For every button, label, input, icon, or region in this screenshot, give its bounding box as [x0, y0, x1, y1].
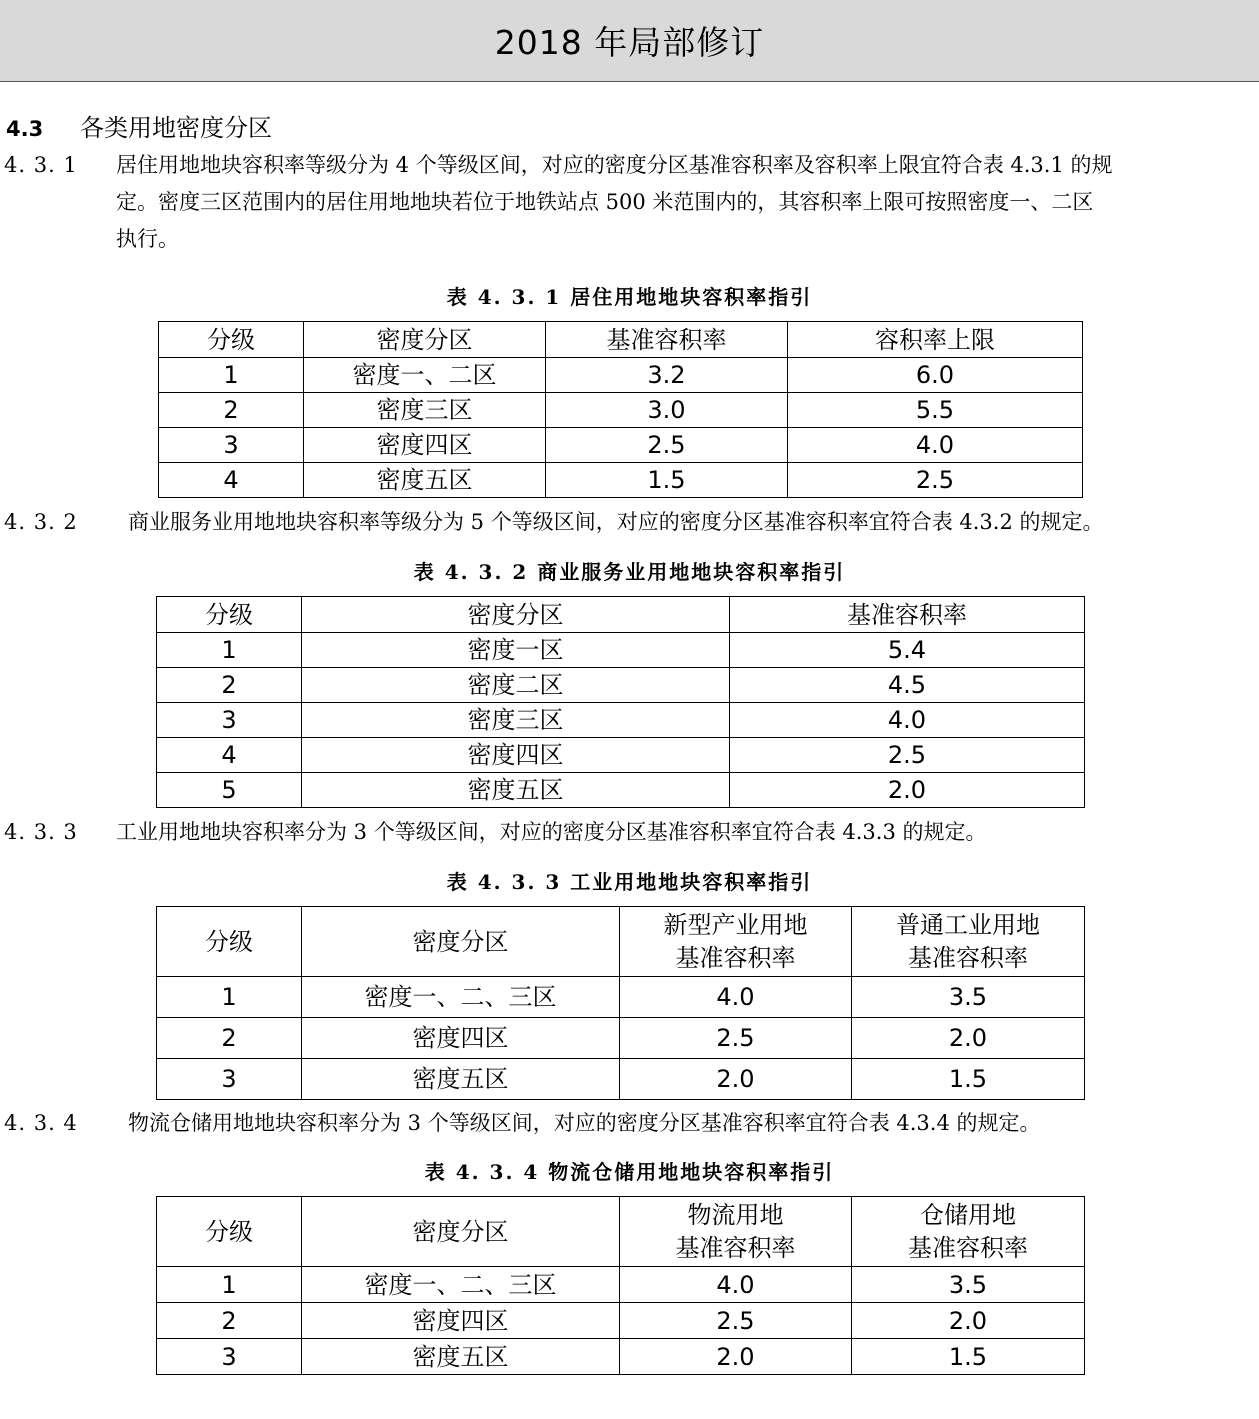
value-cell: 2.0: [852, 1303, 1085, 1339]
value-cell: 2.0: [620, 1059, 852, 1100]
clause-text: [116, 147, 1244, 258]
header-line: 物流用地: [687, 1200, 784, 1229]
header-cell: 分级: [159, 322, 304, 358]
value-cell: 2.5: [546, 428, 788, 463]
table-caption: 表 4. 3. 1 居住用地地块容积率指引: [446, 285, 813, 309]
table-4-3-3: [156, 906, 1085, 1100]
clause-text: [128, 504, 1254, 541]
zone-cell: 密度一、二、三区: [302, 977, 620, 1018]
header-line: 基准容积率: [908, 943, 1028, 972]
clause-4-3-3: [4, 814, 1254, 851]
table-row: [157, 1267, 1085, 1303]
header-line: 基准容积率: [675, 1233, 796, 1262]
zone-cell: 密度四区: [304, 428, 546, 463]
table-caption: 表 4. 3. 3 工业用地地块容积率指引: [446, 870, 813, 894]
clause-line: 物流仓储用地地块容积率分为 3 个等级区间，对应的密度分区基准容积率宜符合表 4.3.4 的规定。: [128, 1111, 1041, 1135]
table-header-row: [157, 1197, 1085, 1267]
table-header-row: [159, 322, 1083, 358]
header-line: 基准容积率: [675, 943, 796, 972]
value-cell: 4.5: [730, 668, 1085, 703]
grade-cell: 1: [157, 1267, 302, 1303]
table-row: [157, 1339, 1085, 1375]
grade-cell: 3: [159, 428, 304, 463]
zone-cell: 密度四区: [302, 1018, 620, 1059]
zone-cell: 密度五区: [302, 773, 730, 808]
value-cell: 4.0: [730, 703, 1085, 738]
table-header-row: [157, 597, 1085, 633]
header-line: 普通工业用地: [896, 910, 1040, 939]
table-row: [157, 977, 1085, 1018]
value-cell: 5.4: [730, 633, 1085, 668]
clause-line: 执行。: [116, 227, 179, 251]
zone-cell: 密度三区: [302, 703, 730, 738]
grade-cell: 5: [157, 773, 302, 808]
grade-cell: 2: [157, 1303, 302, 1339]
zone-cell: 密度二区: [302, 668, 730, 703]
header-cell: 容积率上限: [788, 322, 1083, 358]
clause-4-3-1: [4, 147, 1244, 258]
value-cell: 2.5: [730, 738, 1085, 773]
value-cell: 4.0: [788, 428, 1083, 463]
value-cell: 2.0: [730, 773, 1085, 808]
zone-cell: 密度五区: [302, 1059, 620, 1100]
clause-4-3-2: [4, 504, 1254, 541]
grade-cell: 4: [159, 463, 304, 498]
header-cell: 分级: [157, 597, 302, 633]
zone-cell: 密度一区: [302, 633, 730, 668]
table-row: [159, 428, 1083, 463]
header-cell: 基准容积率: [730, 597, 1085, 633]
clause-number: 4. 3. 1: [4, 153, 78, 177]
value-cell: 1.5: [852, 1339, 1085, 1375]
zone-cell: 密度四区: [302, 1303, 620, 1339]
header-cell: 密度分区: [302, 907, 620, 977]
revision-banner: [0, 0, 1259, 82]
clause-text: [116, 814, 1254, 851]
table-row: [157, 1059, 1085, 1100]
header-line: 新型产业用地: [663, 910, 808, 939]
value-cell: 3.5: [852, 977, 1085, 1018]
header-cell: [852, 1197, 1085, 1267]
header-line: 基准容积率: [908, 1233, 1028, 1262]
value-cell: 2.5: [620, 1018, 852, 1059]
value-cell: 5.5: [788, 393, 1083, 428]
zone-cell: 密度一、二、三区: [302, 1267, 620, 1303]
value-cell: 4.0: [620, 977, 852, 1018]
table-row: [157, 1018, 1085, 1059]
table-row: [157, 633, 1085, 668]
zone-cell: 密度三区: [304, 393, 546, 428]
header-cell: [852, 907, 1085, 977]
header-cell: 密度分区: [304, 322, 546, 358]
header-cell: 密度分区: [302, 597, 730, 633]
table-row: [159, 358, 1083, 393]
zone-cell: 密度一、二区: [304, 358, 546, 393]
grade-cell: 1: [159, 358, 304, 393]
clause-line: 定。密度三区范围内的居住用地地块若位于地铁站点 500 米范围内的，其容积率上限可按照密度一、二区: [116, 190, 1094, 214]
grade-cell: 4: [157, 738, 302, 773]
value-cell: 3.5: [852, 1267, 1085, 1303]
clause-text: [128, 1105, 1254, 1142]
table-header-row: [157, 907, 1085, 977]
table-row: [157, 668, 1085, 703]
grade-cell: 1: [157, 977, 302, 1018]
header-cell: 密度分区: [302, 1197, 620, 1267]
grade-cell: 1: [157, 633, 302, 668]
clause-number: 4. 3. 2: [4, 510, 78, 534]
table-caption: 表 4. 3. 4 物流仓储用地地块容积率指引: [424, 1160, 835, 1184]
clause-4-3-4: [4, 1105, 1254, 1142]
value-cell: 2.0: [620, 1339, 852, 1375]
table-row: [157, 1303, 1085, 1339]
value-cell: 3.2: [546, 358, 788, 393]
clause-line: 工业用地地块容积率分为 3 个等级区间，对应的密度分区基准容积率宜符合表 4.3.3 的规定。: [116, 820, 987, 844]
value-cell: 4.0: [620, 1267, 852, 1303]
section-title: 各类用地密度分区: [80, 114, 272, 142]
grade-cell: 3: [157, 703, 302, 738]
header-cell: [620, 1197, 852, 1267]
grade-cell: 3: [157, 1059, 302, 1100]
table-row: [157, 703, 1085, 738]
table-4-3-1: [158, 321, 1083, 498]
table-4-3-4: [156, 1196, 1085, 1375]
value-cell: 2.5: [788, 463, 1083, 498]
value-cell: 3.0: [546, 393, 788, 428]
grade-cell: 2: [157, 1018, 302, 1059]
value-cell: 1.5: [546, 463, 788, 498]
table-row: [157, 738, 1085, 773]
zone-cell: 密度五区: [302, 1339, 620, 1375]
value-cell: 6.0: [788, 358, 1083, 393]
section-heading: [6, 108, 272, 143]
header-line: 仓储用地: [920, 1200, 1016, 1229]
banner-title: 2018 年局部修订: [494, 23, 765, 62]
value-cell: 1.5: [852, 1059, 1085, 1100]
value-cell: 2.5: [620, 1303, 852, 1339]
header-cell: 基准容积率: [546, 322, 788, 358]
table-caption: 表 4. 3. 2 商业服务业用地地块容积率指引: [413, 560, 846, 584]
zone-cell: 密度五区: [304, 463, 546, 498]
clause-line: 居住用地地块容积率等级分为 4 个等级区间，对应的密度分区基准容积率及容积率上限宜符合表 4.3.1 的规: [116, 153, 1113, 177]
header-cell: [620, 907, 852, 977]
clause-number: 4. 3. 4: [4, 1111, 78, 1135]
header-cell: 分级: [157, 1197, 302, 1267]
header-cell: 分级: [157, 907, 302, 977]
table-4-3-2: [156, 596, 1085, 808]
grade-cell: 3: [157, 1339, 302, 1375]
section-number: 4.3: [6, 117, 44, 141]
clause-line: 商业服务业用地地块容积率等级分为 5 个等级区间，对应的密度分区基准容积率宜符合表 4.3.2 的规定。: [128, 510, 1104, 534]
table-row: [159, 463, 1083, 498]
zone-cell: 密度四区: [302, 738, 730, 773]
table-row: [159, 393, 1083, 428]
clause-number: 4. 3. 3: [4, 820, 78, 844]
table-row: [157, 773, 1085, 808]
grade-cell: 2: [157, 668, 302, 703]
value-cell: 2.0: [852, 1018, 1085, 1059]
grade-cell: 2: [159, 393, 304, 428]
